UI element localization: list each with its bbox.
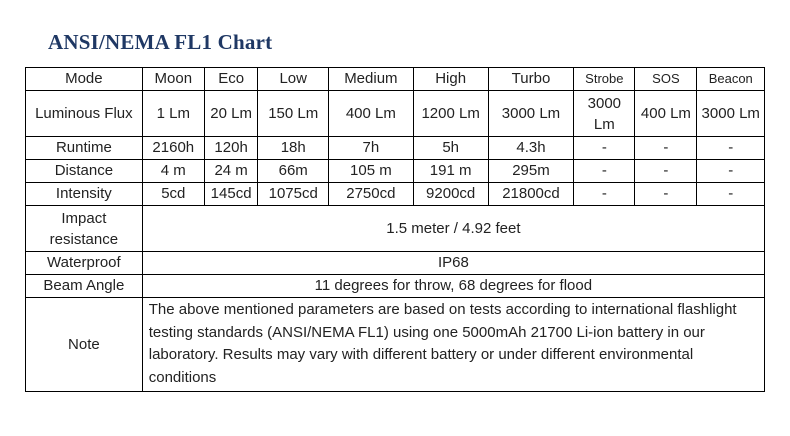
table-cell: 120h (204, 137, 258, 160)
mode-header-high: High (413, 68, 488, 91)
table-cell: - (574, 183, 635, 206)
table-cell: 5cd (142, 183, 204, 206)
table-cell: 2160h (142, 137, 204, 160)
row-label-distance: Distance (26, 160, 143, 183)
intensity-row (26, 183, 765, 206)
table-cell: 295m (488, 160, 574, 183)
table-cell: - (697, 183, 765, 206)
distance-row (26, 160, 765, 183)
table-cell: 400 Lm (635, 91, 697, 137)
table-cell: 66m (258, 160, 329, 183)
row-label-intensity: Intensity (26, 183, 143, 206)
table-cell: 4.3h (488, 137, 574, 160)
mode-header-beacon: Beacon (697, 68, 765, 91)
row-label-note: Note (26, 298, 143, 392)
row-label-runtime: Runtime (26, 137, 143, 160)
table-cell: 24 m (204, 160, 258, 183)
table-cell: 3000 Lm (697, 91, 765, 137)
table-cell: 400 Lm (329, 91, 414, 137)
note-row (26, 298, 765, 392)
table-cell: - (574, 160, 635, 183)
table-cell: 4 m (142, 160, 204, 183)
header-row (26, 68, 765, 91)
table-cell: 18h (258, 137, 329, 160)
table-cell: 150 Lm (258, 91, 329, 137)
impact-row (26, 206, 765, 252)
mode-header-turbo: Turbo (488, 68, 574, 91)
runtime-row (26, 137, 765, 160)
table-cell: - (697, 137, 765, 160)
table-cell: 1200 Lm (413, 91, 488, 137)
table-cell: - (635, 183, 697, 206)
flux-row (26, 91, 765, 137)
row-label-waterproof: Waterproof (26, 252, 143, 275)
table-cell: 1075cd (258, 183, 329, 206)
table-cell: 5h (413, 137, 488, 160)
waterproof-value: IP68 (142, 252, 764, 275)
table-cell: - (635, 160, 697, 183)
row-label-flux: Luminous Flux (26, 91, 143, 137)
table-cell: - (635, 137, 697, 160)
note-text: The above mentioned parameters are based on tests according to international flashlight testing standards (ANSI/NEMA FL1) using one 5000mAh 21700 Li-ion battery in our laboratory. Results may vary with different battery or under different environmental conditions (142, 298, 764, 392)
mode-header-strobe: Strobe (574, 68, 635, 91)
table-cell: 3000 Lm (574, 91, 635, 137)
mode-header-sos: SOS (635, 68, 697, 91)
row-label-impact: Impact resistance (26, 206, 143, 252)
table-cell: 20 Lm (204, 91, 258, 137)
impact-value: 1.5 meter / 4.92 feet (142, 206, 764, 252)
table-cell: 1 Lm (142, 91, 204, 137)
mode-header-moon: Moon (142, 68, 204, 91)
table-cell: - (574, 137, 635, 160)
table-cell: 145cd (204, 183, 258, 206)
mode-header-eco: Eco (204, 68, 258, 91)
spec-table (25, 67, 765, 392)
mode-header-medium: Medium (329, 68, 414, 91)
table-cell: 7h (329, 137, 414, 160)
beam-value: 11 degrees for throw, 68 degrees for flood (142, 275, 764, 298)
table-cell: 21800cd (488, 183, 574, 206)
mode-header-low: Low (258, 68, 329, 91)
table-cell: 3000 Lm (488, 91, 574, 137)
table-cell: 191 m (413, 160, 488, 183)
chart-title: ANSI/NEMA FL1 Chart (48, 30, 273, 54)
table-cell: 2750cd (329, 183, 414, 206)
table-cell: 105 m (329, 160, 414, 183)
table-cell: - (697, 160, 765, 183)
table-cell: 9200cd (413, 183, 488, 206)
row-label-mode: Mode (26, 68, 143, 91)
waterproof-row (26, 252, 765, 275)
row-label-beam: Beam Angle (26, 275, 143, 298)
beam-row (26, 275, 765, 298)
